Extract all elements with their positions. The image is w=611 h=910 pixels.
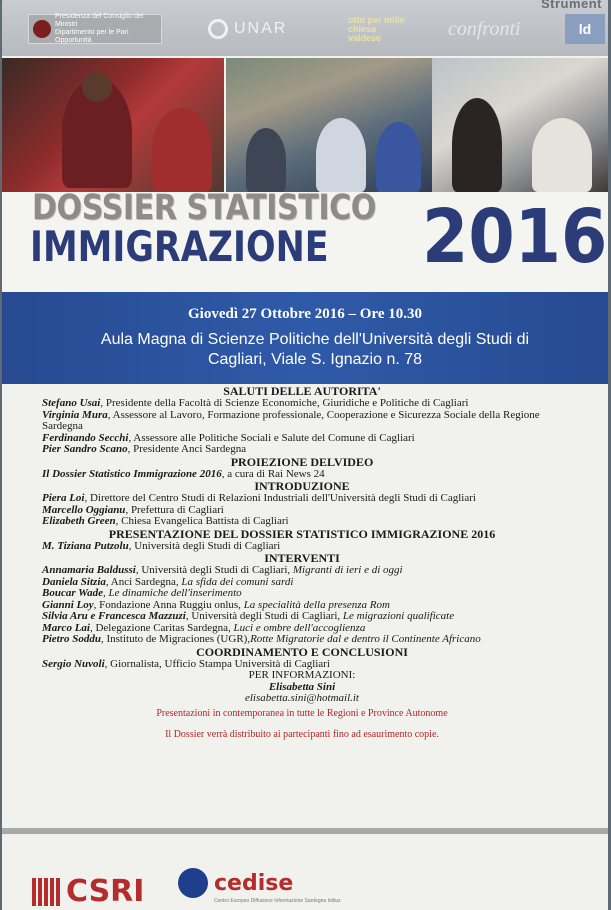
program-section-heading: INTRODUZIONE <box>254 479 350 493</box>
speaker-affiliation: , Università degli Studi di Cagliari, <box>185 610 343 622</box>
program-item <box>42 516 582 528</box>
unar-logo-text: UNAR <box>234 20 288 37</box>
footer <box>2 828 608 910</box>
program-section-heading: INTERVENTI <box>264 551 340 565</box>
italian-emblem-icon <box>33 20 51 38</box>
photo-strip <box>2 58 608 192</box>
speaker-affiliation: , Delegazione Caritas Sardegna, <box>89 621 234 634</box>
note-regional-presentations: Presentazioni in contemporanea in tutte le Regioni e Province Autonome <box>156 707 448 719</box>
csri-logo <box>32 874 144 909</box>
talk-title: La sfida dei comuni sardi <box>181 575 294 588</box>
program-section-heading: PROIEZIONE DELVIDEO <box>230 454 374 469</box>
otto-per-mille-text: otto per mille chiesa valdese <box>348 14 405 43</box>
cedise-logo-text: cedise <box>214 870 294 896</box>
speaker-name: Boucar Wade <box>42 587 104 599</box>
program-section-heading: SALUTI DELLE AUTORITA' <box>223 384 381 398</box>
speaker-affiliation: , Chiesa Evangelica Battista di Cagliari <box>115 515 289 527</box>
talk-title: La specialità della presenza Rom <box>243 598 390 611</box>
csri-logo-text: CSRI <box>66 874 145 909</box>
confronti-logo <box>448 14 521 44</box>
info-email[interactable]: elisabetta.sini@hotmail.it <box>244 692 359 704</box>
speaker-affiliation: , Assessore alle Politiche Sociali e Salute del Comune di Cagliari <box>128 431 415 444</box>
title-line-2: IMMIGRAZIONE <box>30 222 329 271</box>
speaker-name: Il Dossier Statistico Immigrazione 2016 <box>42 467 222 480</box>
unar-ring-icon <box>208 19 228 39</box>
speaker-affiliation: , Giornalista, Ufficio Stampa Università di Cagliari <box>104 657 330 670</box>
speaker-name: Pietro Soddu <box>42 633 101 645</box>
ld-logo-text: ld <box>578 21 592 37</box>
talk-title: Le dinamiche dell'inserimento <box>108 587 242 599</box>
speaker-name: Sergio Nuvoli <box>42 657 105 670</box>
photo-classroom <box>226 58 432 192</box>
event-venue <box>62 330 568 370</box>
speaker-name: Gianni Loy <box>42 598 94 611</box>
speaker-affiliation: , Prefettura di Cagliari <box>125 503 224 516</box>
confronti-logo-text: confronti <box>448 17 521 40</box>
info-contact-name: Elisabetta Sini <box>268 680 336 693</box>
title-line-1: DOSSIER STATISTICO <box>32 188 376 228</box>
government-logo <box>28 14 162 44</box>
venue-line-2: Cagliari, Viale S. Ignazio n. 78 <box>207 351 423 368</box>
speaker-affiliation: , Università degli Studi di Cagliari <box>128 539 281 552</box>
talk-title: Le migrazioni qualificate <box>342 610 455 622</box>
speaker-name: Daniela Sitzia <box>42 575 106 588</box>
cedise-logo <box>178 868 341 904</box>
government-logo-text: Presidenza del Consiglio dei Ministri Dipartimento per le Pari Opportunità <box>55 13 144 44</box>
event-info-band <box>2 292 608 384</box>
speaker-affiliation: , a cura di Rai News 24 <box>221 467 325 480</box>
speaker-name: Virginia Mura <box>42 408 108 421</box>
talk-title: Migranti di ieri e di oggi <box>292 564 403 576</box>
title-block <box>2 188 608 292</box>
otto-per-mille-logo <box>348 14 408 44</box>
speaker-name: Marcello Oggianu <box>42 503 126 516</box>
speaker-affiliation: , Presidente Anci Sardegna <box>127 443 247 455</box>
program-item <box>42 634 582 646</box>
info-label: PER INFORMAZIONI: <box>248 669 356 681</box>
venue-line-1: Aula Magna di Scienze Politiche dell'Università degli Studi di <box>100 331 530 348</box>
speaker-name: Marco Lai <box>42 621 90 634</box>
talk-title: Luci e ombre dell'accoglienza <box>233 621 366 634</box>
speaker-affiliation: , Direttore del Centro Studi di Relazioni Industriali dell'Università degli Studi di Cagliari <box>84 492 476 504</box>
info-block <box>22 670 582 705</box>
speaker-affiliation: , Assessore al Lavoro, Formazione professionale, Cooperazione e Sicurezza Sociale della Regione Sardegna <box>42 408 540 432</box>
speaker-affiliation: , <box>103 587 109 599</box>
speaker-affiliation: , Anci Sardegna, <box>105 575 182 588</box>
program-item <box>42 410 582 433</box>
sponsor-logo-bar <box>2 0 608 56</box>
program-section-heading: COORDINAMENTO E CONCLUSIONI <box>196 644 408 659</box>
photo-market-women <box>2 58 224 192</box>
speaker-name: M. Tiziana Putzolu <box>42 539 129 552</box>
unar-logo <box>208 14 287 44</box>
photo-office <box>432 58 608 192</box>
speaker-name: Silvia Aru e Francesca Mazzuzi <box>42 610 186 622</box>
speaker-name: Stefano Usai <box>42 397 101 409</box>
csri-mark-icon <box>32 878 62 906</box>
speaker-name: Elizabeth Green <box>42 515 116 527</box>
corner-label: Strument <box>540 0 602 11</box>
program-section-heading: PRESENTAZIONE DEL DOSSIER STATISTICO IMMIGRAZIONE 2016 <box>108 526 496 541</box>
speaker-name: Ferdinando Secchi <box>42 431 129 444</box>
talk-title: Rotte Migratorie dal e dentro il Continente Africano <box>250 633 481 645</box>
poster <box>2 0 608 910</box>
cedise-logo-subtitle: Centro Europeo Diffusione Informazione Sardegna Istituz <box>214 898 341 904</box>
speaker-name: Pier Sandro Scano <box>42 443 128 455</box>
program-item <box>42 444 582 456</box>
note-distribution: Il Dossier verrà distribuito ai partecipanti fino ad esaurimento copie. <box>165 729 439 740</box>
speaker-name: Annamaria Baldussi <box>42 564 136 576</box>
program-list <box>42 385 582 741</box>
speaker-affiliation: , Instituto de Migraciones (UGR), <box>100 633 251 645</box>
ld-logo <box>565 14 605 44</box>
cedise-mark-icon <box>178 868 208 898</box>
event-date: Giovedì 27 Ottobre 2016 – Ore 10.30 <box>187 306 422 322</box>
speaker-name: Piera Loi <box>42 492 85 504</box>
speaker-affiliation: , Università degli Studi di Cagliari, <box>135 564 293 576</box>
speaker-affiliation: , Fondazione Anna Ruggiu onlus, <box>93 598 244 611</box>
speaker-affiliation: , Presidente della Facoltà di Scienze Economiche, Giuridiche e Politiche di Cagliari <box>100 397 469 409</box>
title-year: 2016 <box>422 194 608 280</box>
